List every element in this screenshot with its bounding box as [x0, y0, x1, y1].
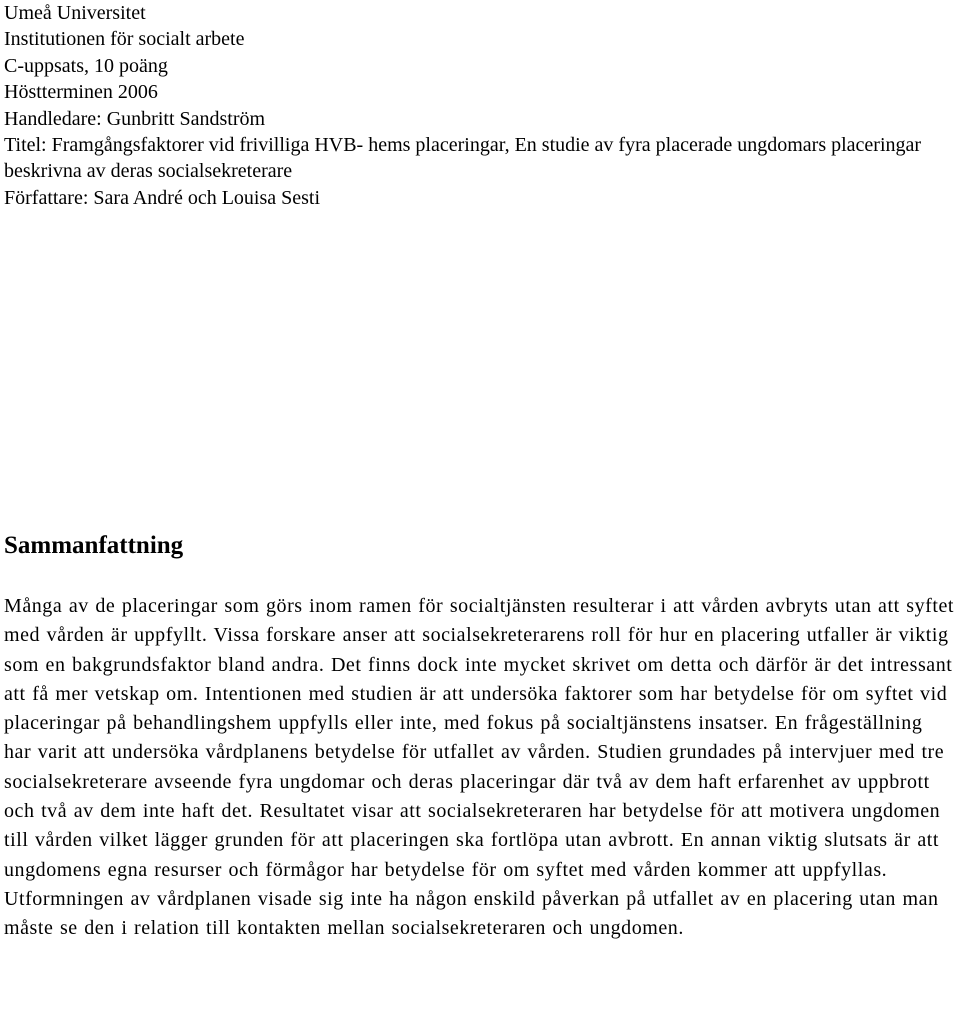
university-name: Umeå Universitet	[4, 2, 146, 24]
term-info: Höstterminen 2006	[4, 81, 158, 104]
course-info: C-uppsats, 10 poäng	[4, 54, 168, 77]
thesis-title: Titel: Framgångsfaktorer vid frivilliga HVB- hems placeringar, En studie av fyra placerade ungdomars placeringar beskrivna av deras socialsekreterare	[4, 134, 922, 183]
supervisor-info: Handledare: Gunbritt Sandström	[4, 107, 266, 130]
summary-paragraph: Många av de placeringar som görs inom ramen för socialtjänsten resulterar i att vården avbryts utan att syftet med vården är uppfyllt. Vissa forskare anser att socialsekreterarens roll för hur en placering utfaller är viktig som en bakgrundsfaktor bland andra. Det finns dock inte mycket skrivet om detta och därför är det intressant att få mer vetskap om. Intentionen med studien är att undersöka faktorer som har betydelse för om syftet vid placeringar på behandlingshem uppfylls eller inte, med fokus på socialtjänstens insatser. En frågeställning har varit att undersöka vårdplanens betydelse för utfallet av vården. Studien grundades på intervjuer med tre socialsekreterare avseende fyra ungdomar och deras placeringar där två av dem haft erfarenhet av uppbrott och två av dem inte haft det. Resultatet visar att socialsekreteraren har betydelse för att motivera ungdomen till vården vilket lägger grunden för att placeringen ska fortlöpa utan avbrott. En annan viktig slutsats är att ungdomens egna resurser och förmågor har betydelse för om syftet med vården kommer att uppfyllas. Utformningen av vårdplanen visade sig inte ha någon enskild påverkan på utfallet av en placering utan man måste se den i relation till kontakten mellan socialsekreteraren och ungdomen.	[4, 595, 954, 940]
summary-heading: Sammanfattning	[4, 532, 184, 559]
title-page-header	[4, 0, 960, 211]
authors-info: Författare: Sara André och Louisa Sesti	[4, 186, 321, 209]
department-name: Institutionen för socialt arbete	[4, 28, 245, 51]
